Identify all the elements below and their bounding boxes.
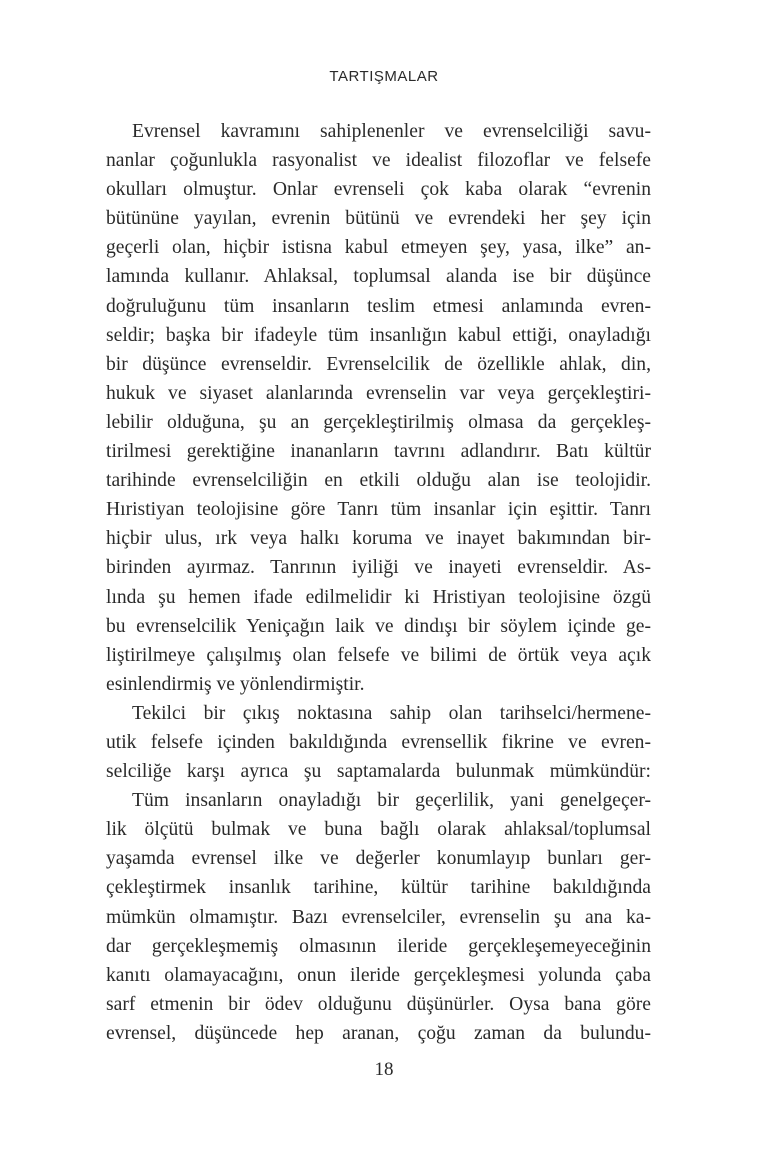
text-line: okulları olmuştur. Onlar evrenseli çok kaba olarak “evrenin: [106, 179, 651, 201]
text-line: dar gerçekleşmemiş olmasının ileride gerçekleşemeyeceğinin: [106, 935, 651, 957]
text-line: kanıtı olamayacağını, onun ileride gerçekleşmesi yolunda çaba: [106, 964, 651, 986]
text-line: mümkün olmamıştır. Bazı evrenselciler, evrenselin şu ana ka-: [106, 906, 651, 928]
text-line: geçerli olan, hiçbir istisna kabul etmeyen şey, yasa, ilke” an-: [106, 237, 651, 259]
text-line: birinden ayırmaz. Tanrının iyiliği ve inayeti evrenseldir. As-: [106, 557, 651, 579]
text-line: seldir; başka bir ifadeyle tüm insanlığın kabul ettiği, onayladığı: [106, 324, 651, 346]
text-line: sarf etmenin bir ödev olduğunu düşünürler. Oysa bana göre: [106, 993, 651, 1015]
text-line: lamında kullanır. Ahlaksal, toplumsal alanda ise bir düşünce: [106, 266, 651, 288]
text-line: lında şu hemen ifade edilmelidir ki Hristiyan teolojisine özgü: [106, 586, 651, 608]
text-line: bir düşünce evrenseldir. Evrenselcilik de özellikle ahlak, din,: [106, 353, 651, 375]
text-line: bütününe yayılan, evrenin bütünü ve evrendeki her şey için: [106, 208, 651, 230]
text-line: lebilir olduğuna, şu an gerçekleştirilmiş olmasa da gerçekleş-: [106, 411, 651, 433]
page-number: 18: [374, 1059, 394, 1080]
text-line: çekleştirmek insanlık tarihine, kültür tarihine bakıldığında: [106, 877, 651, 899]
text-line: hukuk ve siyaset alanlarında evrenselin var veya gerçekleştiri-: [106, 382, 651, 404]
text-line: Hıristiyan teolojisine göre Tanrı tüm insanlar için eşittir. Tanrı: [106, 499, 651, 521]
text-line: doğruluğunu tüm insanların teslim etmesi anlamında evren-: [106, 295, 651, 317]
text-line: esinlendirmiş ve yönlendirmiştir.: [106, 673, 365, 695]
text-line: hiçbir ulus, ırk veya halkı koruma ve inayet bakımından bir-: [106, 528, 651, 550]
text-line: tirilmesi gerektiğine inananların tavrını adlandırır. Batı kültür: [106, 441, 651, 463]
text-line: selciliğe karşı ayrıca şu saptamalarda bulunmak mümkündür:: [106, 761, 651, 783]
text-line: tarihinde evrenselciliğin en etkili olduğu alan ise teolojidir.: [106, 470, 651, 492]
text-line: nanlar çoğunlukla rasyonalist ve idealist filozoflar ve felsefe: [106, 150, 651, 172]
text-line: lik ölçütü bulmak ve buna bağlı olarak ahlaksal/toplumsal: [106, 819, 651, 841]
running-header: TARTIŞMALAR: [329, 68, 439, 85]
text-line: bu evrenselcilik Yeniçağın laik ve dindışı bir söylem içinde ge-: [106, 615, 651, 637]
text-line: evrensel, düşüncede hep aranan, çoğu zaman da bulundu-: [106, 1022, 651, 1044]
text-line: yaşamda evrensel ilke ve değerler konumlayıp bunları ger-: [106, 848, 651, 870]
text-line: utik felsefe içinden bakıldığında evrensellik fikrine ve evren-: [106, 731, 651, 753]
text-line: Tüm insanların onayladığı bir geçerlilik, yani genelgeçer-: [132, 790, 651, 812]
text-line: liştirilmeye çalışılmış olan felsefe ve bilimi de örtük veya açık: [106, 644, 651, 666]
body-text: [106, 117, 651, 1048]
text-line: Tekilci bir çıkış noktasına sahip olan tarihselci/hermene-: [132, 702, 651, 724]
text-line: Evrensel kavramını sahiplenenler ve evrenselciliği savu-: [132, 121, 651, 142]
